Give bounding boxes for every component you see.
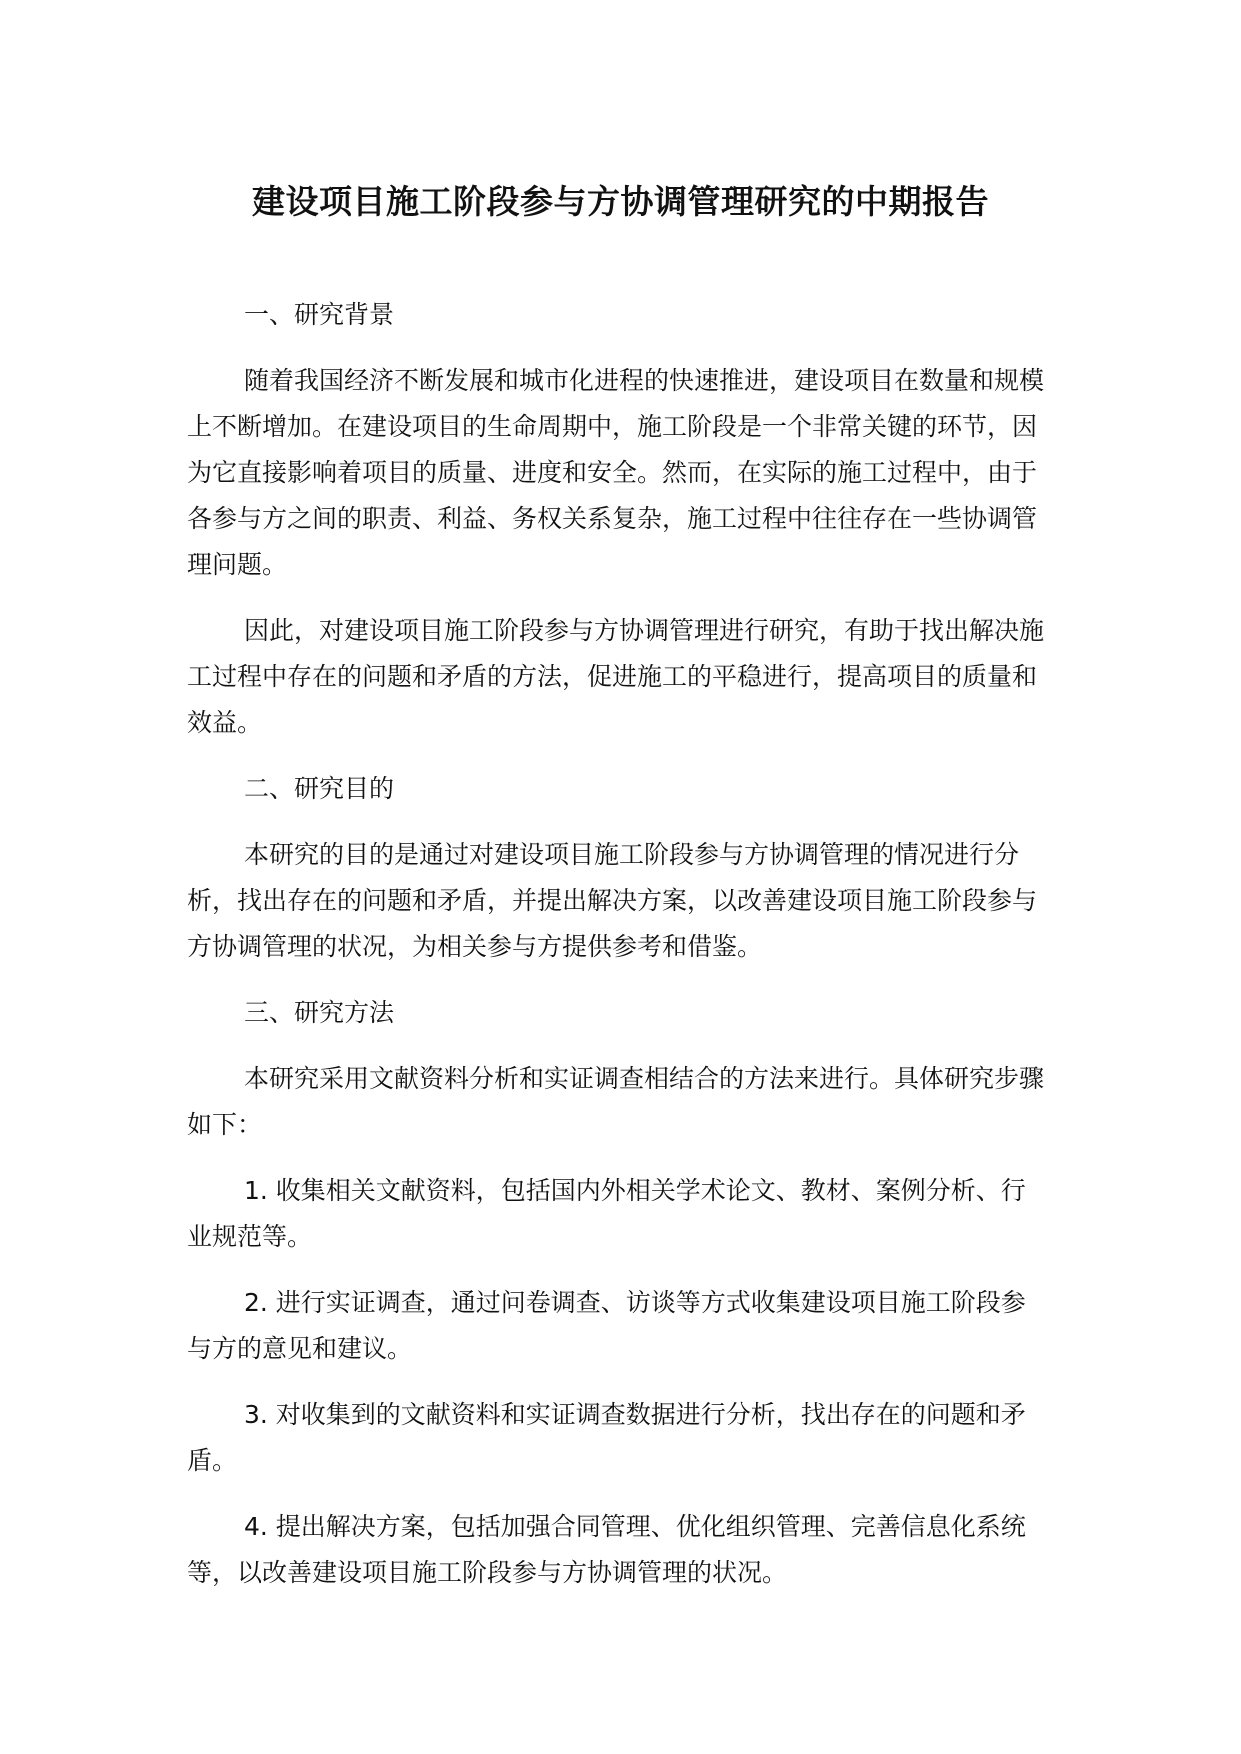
document-title: 建设项目施工阶段参与方协调管理研究的中期报告 — [252, 182, 989, 221]
method-step-2: 2. 进行实证调查，通过问卷调查、访谈等方式收集建设项目施工阶段参与方的意见和建议。 — [187, 1288, 1026, 1363]
method-step-3: 3. 对收集到的文献资料和实证调查数据进行分析，找出存在的问题和矛盾。 — [187, 1400, 1026, 1475]
document-body — [187, 292, 1047, 1616]
section-heading-purpose: 二、研究目的 — [244, 774, 395, 803]
section-heading-background: 一、研究背景 — [244, 300, 395, 329]
paragraph-purpose: 本研究的目的是通过对建设项目施工阶段参与方协调管理的情况进行分析，找出存在的问题和矛盾，并提出解决方案，以改善建设项目施工阶段参与方协调管理的状况，为相关参与方提供参考和借鉴。 — [187, 840, 1038, 961]
method-step-4: 4. 提出解决方案，包括加强合同管理、优化组织管理、完善信息化系统等，以改善建设项目施工阶段参与方协调管理的状况。 — [187, 1512, 1026, 1587]
paragraph-method-intro: 本研究采用文献资料分析和实证调查相结合的方法来进行。具体研究步骤如下： — [187, 1064, 1045, 1139]
paragraph-background-2: 因此，对建设项目施工阶段参与方协调管理进行研究，有助于找出解决施工过程中存在的问题和矛盾的方法，促进施工的平稳进行，提高项目的质量和效益。 — [187, 616, 1045, 737]
section-heading-method: 三、研究方法 — [244, 998, 395, 1027]
method-step-1: 1. 收集相关文献资料，包括国内外相关学术论文、教材、案例分析、行业规范等。 — [187, 1176, 1026, 1251]
paragraph-background-1: 随着我国经济不断发展和城市化进程的快速推进，建设项目在数量和规模上不断增加。在建设项目的生命周期中，施工阶段是一个非常关键的环节，因为它直接影响着项目的质量、进度和安全。然而，在实际的施工过程中，由于各参与方之间的职责、利益、务权关系复杂，施工过程中往往存在一些协调管理问题。 — [187, 366, 1045, 579]
